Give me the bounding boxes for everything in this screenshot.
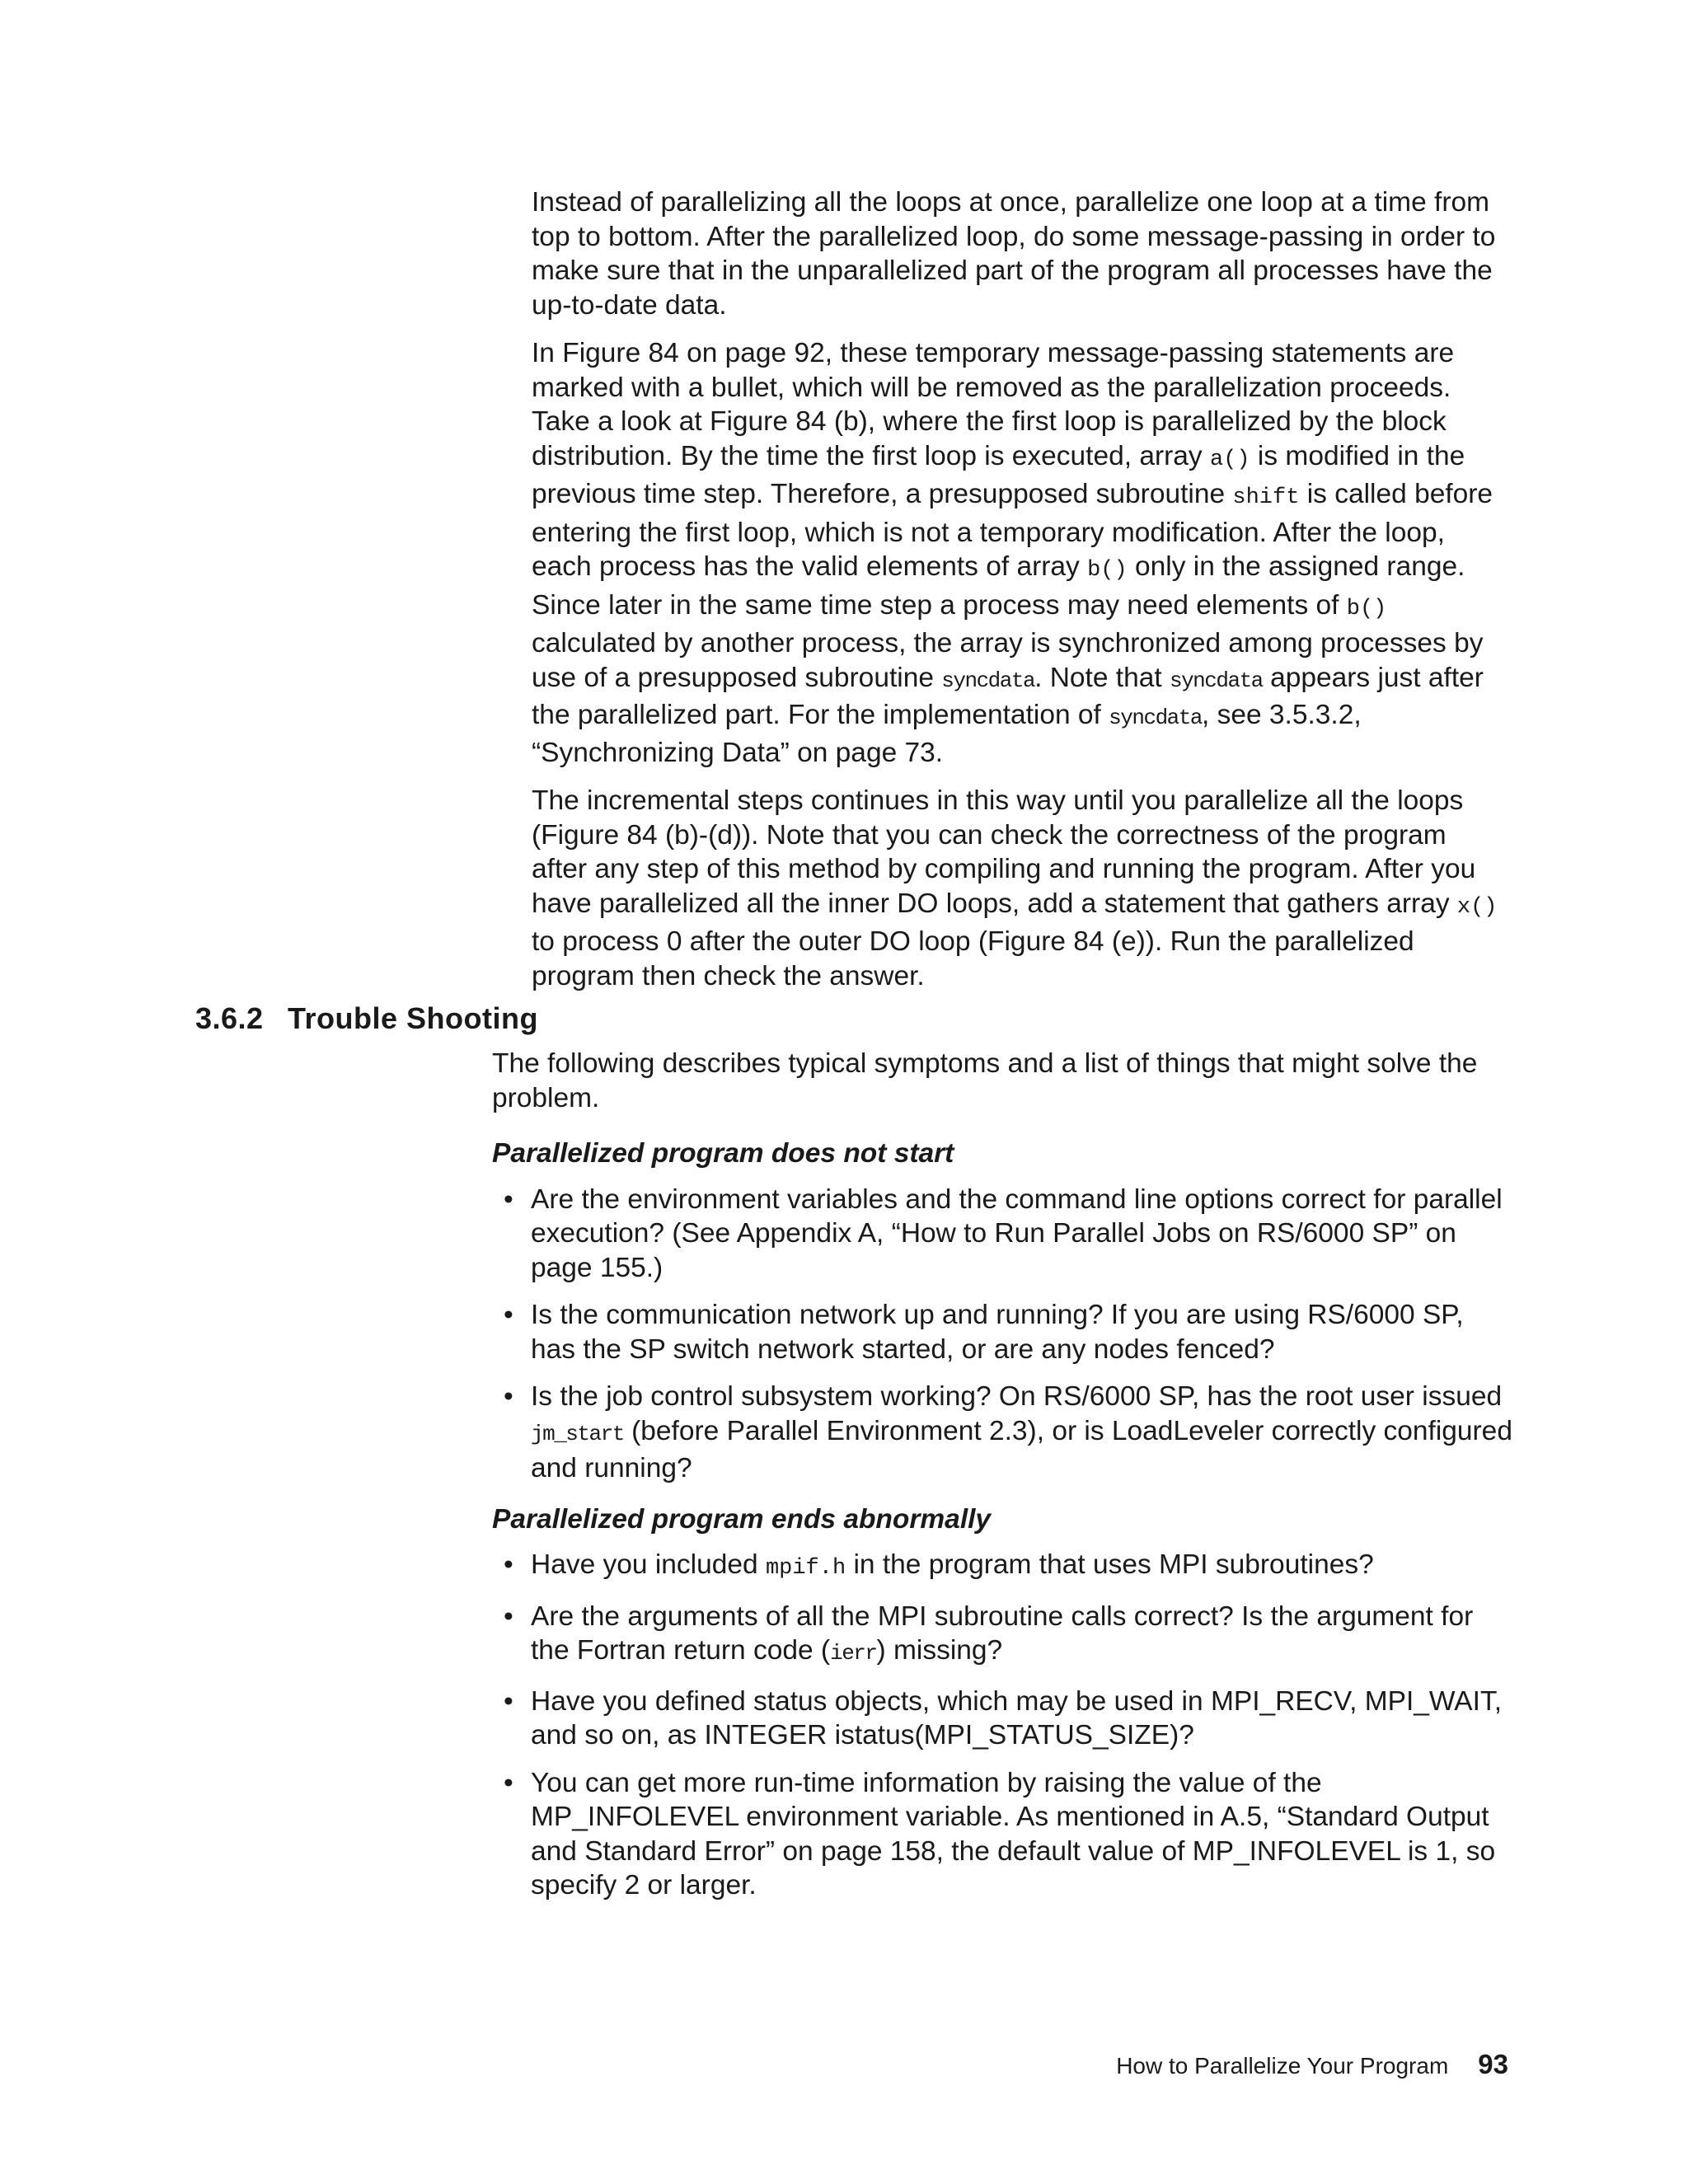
intro-block <box>532 185 1508 1007</box>
code-syncdata: syncdata <box>1169 668 1263 693</box>
bullet-icon: • <box>504 1685 513 1717</box>
intro-paragraph-2: In Figure 84 on page 92, these temporary message-passing statements are marked with a bullet, which will be removed as the parallelization proceeds. Take a look at Figure 84 (b), where the first loop is parallelized by the block distribution. By the time the first loop is executed, array a() is modified in the previous time step. Therefore, a presupposed subroutine shift is called before entering the first loop, which is not a temporary modification. After the loop, each process has the valid elements of array b() only in the assigned range. Since later in the same time step a process may need elements of b() calculated by another process, the array is synchronized among processes by use of a presupposed subroutine syncdata. Note that syncdata appears just after the parallelized part. For the implementation of syncdata, see 3.5.3.2, “Synchronizing Data” on page 73. <box>532 338 1493 768</box>
bullet-icon: • <box>504 1601 513 1632</box>
bullet-icon: • <box>504 1183 513 1215</box>
section-heading <box>195 1001 538 1037</box>
bullet-icon: • <box>504 1300 513 1330</box>
list-item: • Are the environment variables and the command line options correct for parallel execution? (See Appendix A, “How to Run Parallel Jobs on RS/6000 SP” on page 155.) <box>504 1183 1503 1283</box>
list-item: • You can get more run-time information by raising the value of the MP_INFOLEVEL environment variable. As mentioned in A.5, “Standard Output and Standard Error” on page 158, the default value of MP_INFOLEVEL is 1, so specify 2 or larger. <box>504 1767 1496 1900</box>
code-shift: shift <box>1232 485 1300 510</box>
bullet-icon: • <box>504 1549 513 1580</box>
bullet-list-does-not-start <box>492 1183 1514 1486</box>
bullet-icon: • <box>504 1381 513 1412</box>
page-number: 93 <box>1478 2049 1508 2079</box>
subheading-ends-abnormally: Parallelized program ends abnormally <box>492 1503 992 1535</box>
list-item: • Is the job control subsystem working? On RS/6000 SP, has the root user issued jm_start (before Parallel Environment 2.3), or is LoadLeveler correctly configured and running? <box>504 1381 1512 1483</box>
subheading-does-not-start: Parallelized program does not start <box>492 1138 954 1169</box>
page-footer <box>1116 2050 1508 2081</box>
intro-paragraph-1: Instead of parallelizing all the loops at once, parallelize one loop at a time from top to bottom. After the parallelized loop, do some message-passing in order to make sure that in the unparallelized part of the program all processes have the up-to-date data. <box>532 187 1496 321</box>
section-number: 3.6.2 <box>195 1001 264 1035</box>
list-item: • Have you included mpif.h in the program that uses MPI subroutines? <box>504 1549 1374 1581</box>
code-ierr: ierr <box>830 1641 877 1666</box>
footer-chapter-title: How to Parallelize Your Program <box>1116 2053 1449 2079</box>
section-intro: The following describes typical symptoms and a list of things that might solve the problem. <box>492 1048 1478 1113</box>
code-syncdata: syncdata <box>1109 705 1202 730</box>
intro-paragraph-3: The incremental steps continues in this way until you parallelize all the loops (Figure 84 (b)-(d)). Note that you can check the correctness of the program after any step of this method by compiling and running the program. After you have parallelized all the inner DO loops, add a statement that gathers array x() to process 0 after the outer DO loop (Figure 84 (e)). Run the parallelized program then check the answer. <box>532 785 1498 991</box>
code-mpif-h: mpif.h <box>765 1556 846 1581</box>
code-b-array: b() <box>1346 596 1387 621</box>
list-item: • Are the arguments of all the MPI subroutine calls correct? Is the argument for the Fortran return code (ierr) missing? <box>504 1601 1474 1666</box>
section-title: Trouble Shooting <box>288 1001 538 1035</box>
bullet-icon: • <box>504 1767 513 1798</box>
code-syncdata: syncdata <box>941 668 1035 693</box>
code-b-array: b() <box>1087 558 1128 583</box>
code-jm-start: jm_start <box>531 1421 624 1446</box>
code-x-array: x() <box>1456 894 1498 920</box>
code-a-array: a() <box>1210 447 1250 472</box>
bullet-list-ends-abnormally <box>492 1548 1514 1903</box>
list-item: • Is the communication network up and running? If you are using RS/6000 SP, has the SP switch network started, or are any nodes fenced? <box>504 1300 1464 1365</box>
troubleshooting-block <box>492 1047 1514 1919</box>
list-item: • Have you defined status objects, which may be used in MPI_RECV, MPI_WAIT, and so on, as INTEGER istatus(MPI_STATUS_SIZE)? <box>504 1685 1503 1750</box>
